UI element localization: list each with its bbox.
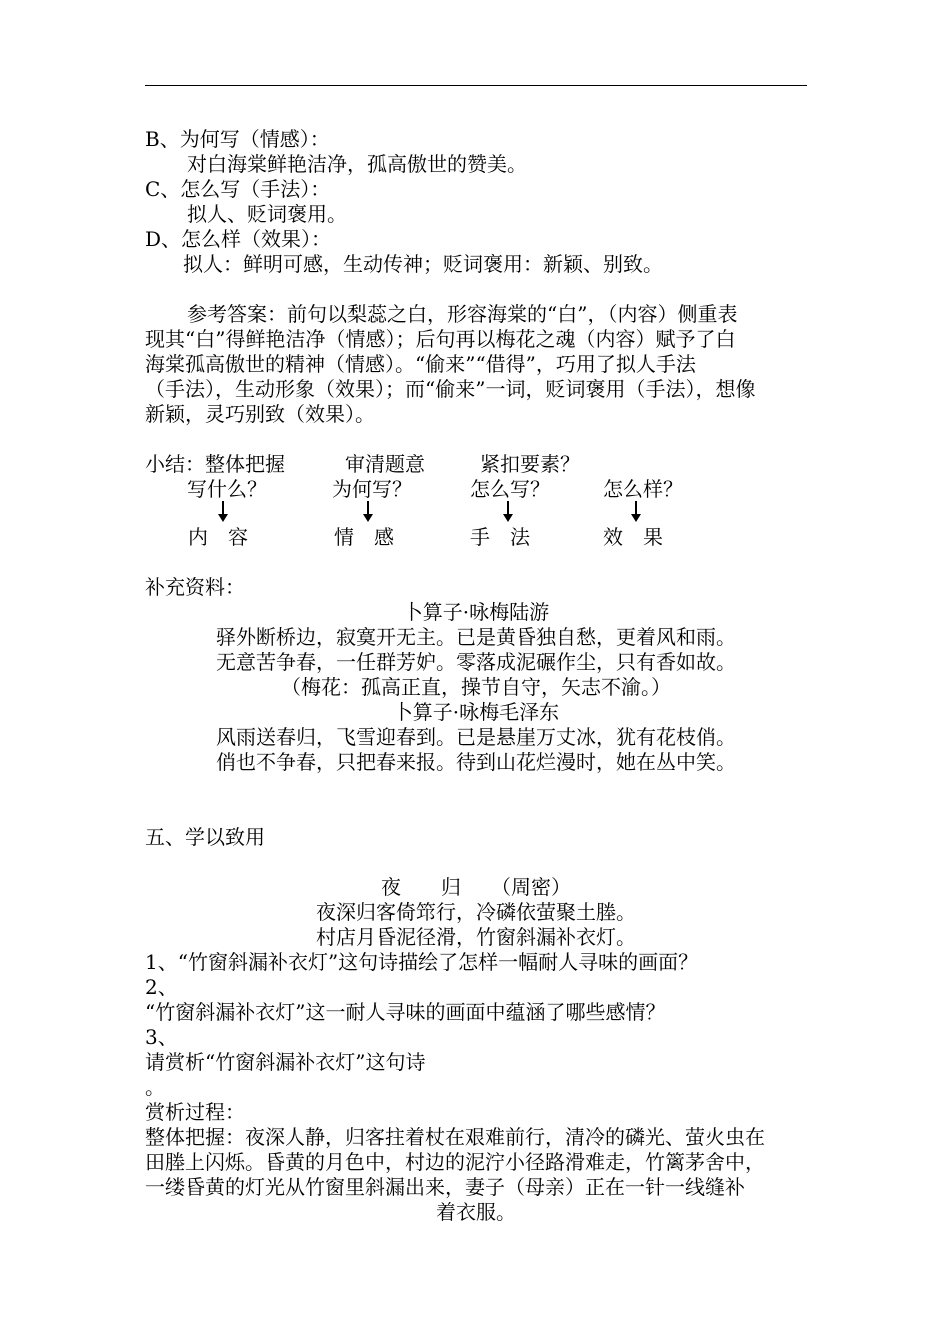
poem-3-title: 夜 归 （周密） — [381, 875, 571, 899]
summary-answer-4: 效 果 — [603, 525, 663, 549]
answer-line-4: （手法），生动形象（效果）；而“偷来”一词，贬词褒用（手法），想像 — [145, 377, 756, 401]
process-label: 赏析过程： — [145, 1100, 245, 1124]
summary-step-2: 审清题意 — [345, 452, 425, 476]
summary-answer-1: 内 容 — [188, 525, 248, 549]
poem-2-line-2: 俏也不争春，只把春来报。待到山花烂漫时，她在丛中笑。 — [216, 750, 736, 774]
summary-question-2: 为何写？ — [332, 477, 412, 501]
poem-3-line-1: 夜深归客倚筇行，冷磷依萤聚土塍。 — [316, 900, 636, 924]
summary-question-1: 写什么？ — [187, 477, 267, 501]
summary-answer-2: 情 感 — [334, 525, 394, 549]
summary-step-3: 紧扣要素？ — [480, 452, 580, 476]
arrow-down-icon — [502, 501, 514, 523]
process-line-4: 着衣服。 — [436, 1200, 516, 1224]
question-3-end: 。 — [145, 1075, 165, 1099]
section-c-heading: C、怎么写（手法）： — [145, 177, 331, 201]
summary-answer-3: 手 法 — [470, 525, 530, 549]
question-3: 请赏析“竹窗斜漏补衣灯”这句诗 — [145, 1050, 426, 1074]
process-line-2: 田塍上闪烁。昏黄的月色中，村边的泥泞小径路滑难走，竹篱茅舍中， — [145, 1150, 765, 1174]
answer-line-5: 新颖，灵巧别致（效果）。 — [145, 402, 375, 426]
poem-1-note: （梅花：孤高正直，操节自守，矢志不渝。） — [281, 675, 671, 699]
question-2-number: 2、 — [145, 975, 178, 999]
poem-3-line-2: 村店月昏泥径滑，竹窗斜漏补衣灯。 — [316, 925, 636, 949]
question-3-number: 3、 — [145, 1025, 178, 1049]
answer-line-2: 现其“白”得鲜艳洁净（情感）；后句再以梅花之魂（内容）赋予了白 — [145, 327, 736, 351]
summary-question-3: 怎么写？ — [470, 477, 550, 501]
summary-title: 小结：整体把握 — [145, 452, 285, 476]
section-b-heading: B、为何写（情感）： — [145, 127, 330, 151]
arrow-down-icon — [630, 501, 642, 523]
poem-1-title: 卜算子·咏梅陆游 — [402, 600, 550, 624]
arrow-down-icon — [362, 501, 374, 523]
question-1: 1、“竹窗斜漏补衣灯”这句诗描绘了怎样一幅耐人寻味的画面？ — [145, 950, 699, 974]
process-line-3: 一缕昏黄的灯光从竹窗里斜漏出来，妻子（母亲）正在一针一线缝补 — [145, 1175, 745, 1199]
poem-1-line-1: 驿外断桥边，寂寞开无主。已是黄昏独自愁，更着风和雨。 — [216, 625, 736, 649]
summary-question-4: 怎么样？ — [603, 477, 683, 501]
supplement-label: 补充资料： — [145, 575, 245, 599]
poem-1-line-2: 无意苦争春，一任群芳妒。零落成泥碾作尘，只有香如故。 — [216, 650, 736, 674]
answer-line-1: 参考答案：前句以梨蕊之白，形容海棠的“白”，（内容）侧重表 — [187, 302, 738, 326]
section-d-heading: D、怎么样（效果）： — [145, 227, 332, 251]
section-b-body: 对白海棠鲜艳洁净，孤高傲世的赞美。 — [187, 152, 527, 176]
process-line-1: 整体把握：夜深人静，归客拄着杖在艰难前行，清冷的磷光、萤火虫在 — [145, 1125, 765, 1149]
section-d-body: 拟人：鲜明可感，生动传神；贬词褒用：新颖、别致。 — [183, 252, 663, 276]
poem-2-title: 卜算子·咏梅毛泽东 — [392, 700, 560, 724]
section-c-body: 拟人、贬词褒用。 — [187, 202, 347, 226]
header-rule — [145, 85, 807, 86]
poem-2-line-1: 风雨送春归，飞雪迎春到。已是悬崖万丈冰，犹有花枝俏。 — [216, 725, 736, 749]
answer-line-3: 海棠孤高傲世的精神（情感）。“偷来”“借得”，巧用了拟人手法 — [145, 352, 696, 376]
section-5-heading: 五、学以致用 — [145, 825, 265, 849]
arrow-down-icon — [217, 501, 229, 523]
question-2: “竹窗斜漏补衣灯”这一耐人寻味的画面中蕴涵了哪些感情？ — [145, 1000, 666, 1024]
